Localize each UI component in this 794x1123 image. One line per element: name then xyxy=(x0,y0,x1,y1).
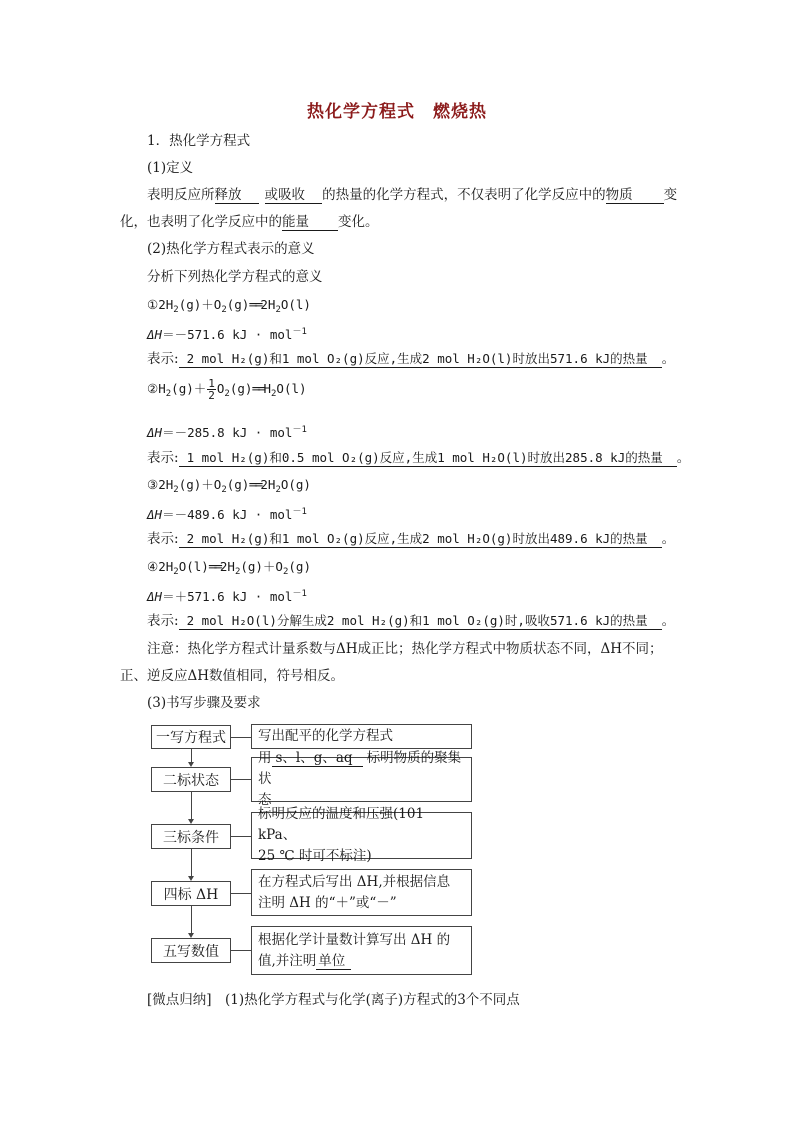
meaning-2: 表示: 1 mol H₂(g)和0.5 mol O₂(g)反应,生成1 mol H₂O(l)时放出285.8 kJ的热量 。 xyxy=(147,450,691,466)
step-5-blank: 单位 xyxy=(316,953,351,970)
section-1-heading: 1．热化学方程式 xyxy=(147,133,251,149)
step-2-blank: s、l、g、aq xyxy=(272,750,363,767)
meaning-4-answer: 2 mol H₂O(l)分解生成2 mol H₂(g)和1 mol O₂(g)时,吸收571.6 kJ的热量 xyxy=(179,613,662,630)
step-3-desc: 标明反应的温度和压强(101 kPa、 25 ℃ 时可不标注) xyxy=(251,812,472,859)
meaning-4: 表示: 2 mol H₂O(l)分解生成2 mol H₂(g)和1 mol O₂(g)时,吸收571.6 kJ的热量 。 xyxy=(147,613,676,629)
blank-release: 释放 xyxy=(215,187,259,204)
enthalpy-3: ΔH＝－489.6 kJ · mol$^{-1}$ xyxy=(147,507,307,522)
note-line-1: 注意：热化学方程式计量系数与ΔH成正比；热化学方程式中物质状态不同，ΔH不同； xyxy=(147,641,663,657)
step-2-desc: 用 s、l、g、aq 标明物质的聚集状 态 xyxy=(251,757,472,802)
enthalpy-4: ΔH＝＋571.6 kJ · mol$^{-1}$ xyxy=(147,589,307,604)
step-4-desc: 在方程式后写出 ΔH,并根据信息 注明 ΔH 的“＋”或“－” xyxy=(251,869,472,916)
blank-substance: 物质 xyxy=(606,187,664,204)
definition-line-1: 表明反应所释放 或吸收 的热量的化学方程式，不仅表明了化学反应中的物质 变 xyxy=(147,187,678,203)
step-2-label: 二标状态 xyxy=(151,767,231,792)
fraction-one-half: $\frac{1}{2}$ xyxy=(208,377,215,402)
step-1-desc: 写出配平的化学方程式 xyxy=(251,724,472,749)
note-line-2: 正、逆反应ΔH数值相同，符号相反。 xyxy=(120,668,345,684)
meaning-1: 表示: 2 mol H₂(g)和1 mol O₂(g)反应,生成2 mol H₂O(l)时放出571.6 kJ的热量 。 xyxy=(147,351,676,367)
step-3-label: 三标条件 xyxy=(151,824,231,849)
equation-1: $①2H_2(g)+O_2(g)══2H_2O(l)$ xyxy=(147,297,311,315)
definition-heading: (1)定义 xyxy=(147,160,194,176)
step-1-label: 一写方程式 xyxy=(151,725,231,749)
page-title: 热化学方程式 燃烧热 xyxy=(307,102,487,122)
meaning-intro: 分析下列热化学方程式的意义 xyxy=(147,269,323,285)
equation-2: $②H_2(g)+$ $\frac{1}{2}$ $O_2(g)══H_2O(l)$ xyxy=(147,377,307,402)
meaning-3-answer: 2 mol H₂(g)和1 mol O₂(g)反应,生成2 mol H₂O(g)时放出489.6 kJ的热量 xyxy=(179,531,662,548)
footer-note: [微点归纳] (1)热化学方程式与化学(离子)方程式的3个不同点 xyxy=(147,992,520,1008)
meaning-1-answer: 2 mol H₂(g)和1 mol O₂(g)反应,生成2 mol H₂O(l)时放出571.6 kJ的热量 xyxy=(179,351,662,368)
equation-3: $③2H_2(g)+O_2(g)══2H_2O(g)$ xyxy=(147,477,311,495)
definition-line-2: 化，也表明了化学反应中的能量 变化。 xyxy=(120,214,379,230)
meaning-heading: (2)热化学方程式表示的意义 xyxy=(147,241,315,257)
steps-heading: (3)书写步骤及要求 xyxy=(147,695,261,711)
blank-energy: 能量 xyxy=(282,214,338,231)
step-4-label: 四标 ΔH xyxy=(151,881,231,906)
meaning-3: 表示: 2 mol H₂(g)和1 mol O₂(g)反应,生成2 mol H₂O(g)时放出489.6 kJ的热量 。 xyxy=(147,531,676,547)
step-5-desc: 根据化学计量数计算写出 ΔH 的 值,并注明 单位 xyxy=(251,926,472,975)
equation-4: $④2H_2O(l)══2H_2(g)+O_2(g)$ xyxy=(147,559,311,577)
enthalpy-1: ΔH＝－571.6 kJ · mol$^{-1}$ xyxy=(147,327,307,342)
meaning-2-answer: 1 mol H₂(g)和0.5 mol O₂(g)反应,生成1 mol H₂O(l)时放出285.8 kJ的热量 xyxy=(179,450,677,467)
enthalpy-2: ΔH＝－285.8 kJ · mol$^{-1}$ xyxy=(147,425,307,440)
step-5-label: 五写数值 xyxy=(151,938,231,963)
